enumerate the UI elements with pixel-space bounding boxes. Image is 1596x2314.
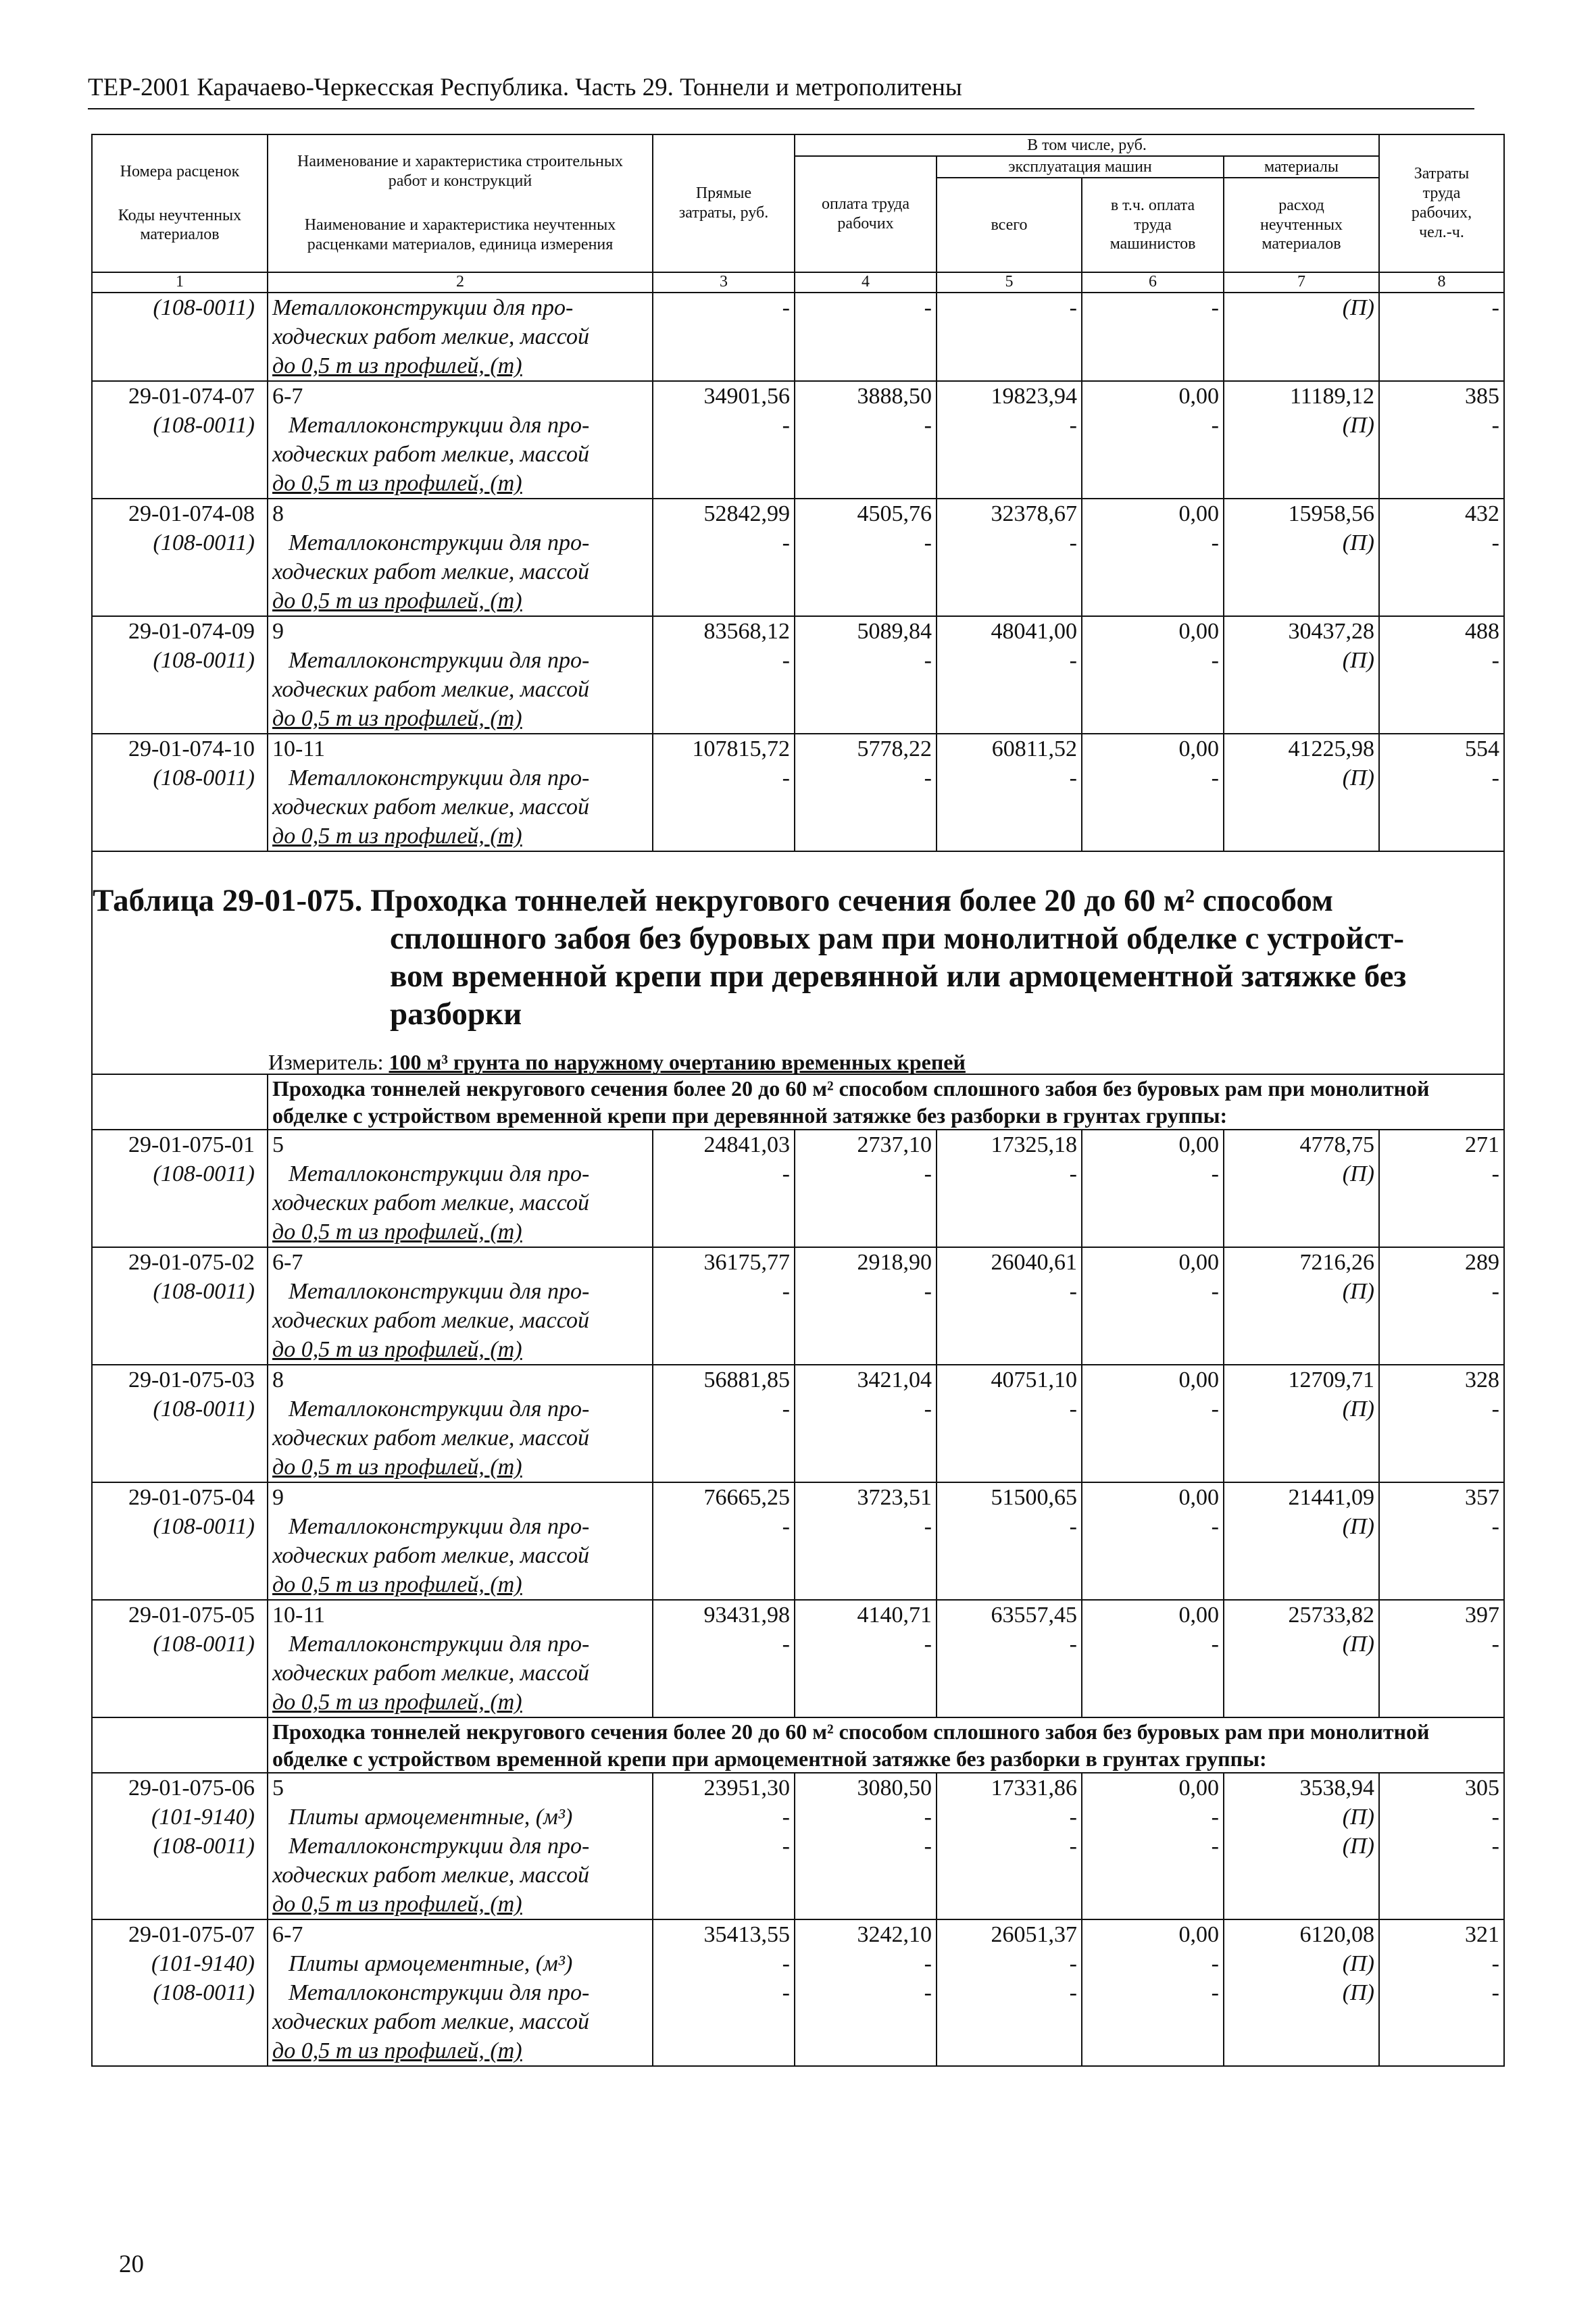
materials: 21441,09 (П) bbox=[1224, 1482, 1379, 1600]
materials: 41225,98 (П) bbox=[1224, 734, 1379, 851]
col-header-exploit: эксплуатация машин bbox=[937, 156, 1224, 178]
rate-code: 29-01-075-06 (101-9140) (108-0011) bbox=[92, 1773, 268, 1919]
materials: 7216,26 (П) bbox=[1224, 1247, 1379, 1365]
operators-wages: 0,00 - bbox=[1082, 381, 1224, 499]
section-row: Проходка тоннелей некругового сечения более 20 до 60 м² способом сплошного забоя без буровых рам при монолитной обделке с устройством временной крепи при армоцементной затяжке без разборки в грунтах группы: bbox=[92, 1717, 1504, 1773]
rate-row bbox=[92, 616, 1504, 734]
header-rule bbox=[88, 108, 1474, 109]
machines-total: 17331,86 - - bbox=[937, 1773, 1082, 1919]
rates-table bbox=[91, 134, 1505, 2067]
rate-desc: 8 Металлоконструкции для про- ходческих работ мелкие, массой до 0,5 т из профилей, (т) bbox=[268, 499, 653, 616]
page-number: 20 bbox=[119, 2250, 144, 2278]
operators-wages: 0,00 - - bbox=[1082, 1773, 1224, 1919]
col-header-materials: материалы bbox=[1224, 156, 1379, 178]
wages: 2737,10 - bbox=[795, 1130, 937, 1247]
page-header: ТЕР-2001 Карачаево-Черкесская Республика. Часть 29. Тоннели и метрополитены bbox=[88, 74, 962, 101]
machines-total: 19823,94 - bbox=[937, 381, 1082, 499]
operators-wages: 0,00 - bbox=[1082, 734, 1224, 851]
direct-cost: 24841,03 - bbox=[653, 1130, 795, 1247]
rate-row bbox=[92, 1247, 1504, 1365]
col-header-machines-total: всего bbox=[937, 178, 1082, 272]
operators-wages: 0,00 - - bbox=[1082, 1919, 1224, 2066]
rate-row bbox=[92, 734, 1504, 851]
col-header-labor: Затраты труда рабочих, чел.-ч. bbox=[1379, 134, 1504, 272]
wages: 5089,84 - bbox=[795, 616, 937, 734]
col-header-names: Наименование и характеристика строительных работ и конструкций Наименование и характеристика неучтенных расценками материалов, единица измерения bbox=[268, 134, 653, 272]
rate-desc: 9 Металлоконструкции для про- ходческих работ мелкие, массой до 0,5 т из профилей, (т) bbox=[268, 1482, 653, 1600]
operators-wages: 0,00 - bbox=[1082, 1600, 1224, 1717]
rate-code: 29-01-074-10 (108-0011) bbox=[92, 734, 268, 851]
wages: 3888,50 - bbox=[795, 381, 937, 499]
operators-wages: 0,00 - bbox=[1082, 1482, 1224, 1600]
rate-row bbox=[92, 1600, 1504, 1717]
direct-cost: 83568,12 - bbox=[653, 616, 795, 734]
materials: 4778,75 (П) bbox=[1224, 1130, 1379, 1247]
rate-row bbox=[92, 1919, 1504, 2066]
direct-cost: 93431,98 - bbox=[653, 1600, 795, 1717]
rate-row bbox=[92, 1773, 1504, 1919]
rate-desc: 9 Металлоконструкции для про- ходческих работ мелкие, массой до 0,5 т из профилей, (т) bbox=[268, 616, 653, 734]
col-header-operators: в т.ч. оплата труда машинистов bbox=[1082, 178, 1224, 272]
operators-wages: 0,00 - bbox=[1082, 1247, 1224, 1365]
rate-code: 29-01-074-08 (108-0011) bbox=[92, 499, 268, 616]
direct-cost: 34901,56 - bbox=[653, 381, 795, 499]
labor: 488 - bbox=[1379, 616, 1504, 734]
rate-code: 29-01-075-04 (108-0011) bbox=[92, 1482, 268, 1600]
labor: 328 - bbox=[1379, 1365, 1504, 1482]
operators-wages: 0,00 - bbox=[1082, 1365, 1224, 1482]
rate-desc: 6-7 Металлоконструкции для про- ходческих работ мелкие, массой до 0,5 т из профилей, (т) bbox=[268, 381, 653, 499]
materials: 6120,08 (П) (П) bbox=[1224, 1919, 1379, 2066]
col-header-mat-usage: расход неучтенных материалов bbox=[1224, 178, 1379, 272]
machines-total: 26040,61 - bbox=[937, 1247, 1082, 1365]
machines-total: 51500,65 - bbox=[937, 1482, 1082, 1600]
wages: 3242,10 - - bbox=[795, 1919, 937, 2066]
rate-code: 29-01-075-03 (108-0011) bbox=[92, 1365, 268, 1482]
operators-wages: 0,00 - bbox=[1082, 616, 1224, 734]
machines-total: 32378,67 - bbox=[937, 499, 1082, 616]
direct-cost: 107815,72 - bbox=[653, 734, 795, 851]
wages: 3421,04 - bbox=[795, 1365, 937, 1482]
table-row: (108-0011) Металлоконструкции для про- ходческих работ мелкие, массой до 0,5 т из профилей, (т) - - - - (П) - bbox=[92, 293, 1504, 381]
machines-total: 48041,00 - bbox=[937, 616, 1082, 734]
rate-code: 29-01-075-02 (108-0011) bbox=[92, 1247, 268, 1365]
operators-wages: 0,00 - bbox=[1082, 499, 1224, 616]
rate-desc: 5 Плиты армоцементные, (м³) Металлоконструкции для про- ходческих работ мелкие, массой до 0,5 т из профилей, (т) bbox=[268, 1773, 653, 1919]
direct-cost: 36175,77 - bbox=[653, 1247, 795, 1365]
rate-code: 29-01-075-01 (108-0011) bbox=[92, 1130, 268, 1247]
machines-total: 63557,45 - bbox=[937, 1600, 1082, 1717]
direct-cost: 23951,30 - - bbox=[653, 1773, 795, 1919]
section-row: Проходка тоннелей некругового сечения более 20 до 60 м² способом сплошного забоя без буровых рам при монолитной обделке с устройством временной крепи при деревянной затяжке без разборки в грунтах группы: bbox=[92, 1074, 1504, 1130]
labor: 432 - bbox=[1379, 499, 1504, 616]
machines-total: 17325,18 - bbox=[937, 1130, 1082, 1247]
rate-code: 29-01-074-07 (108-0011) bbox=[92, 381, 268, 499]
rate-desc: 8 Металлоконструкции для про- ходческих работ мелкие, массой до 0,5 т из профилей, (т) bbox=[268, 1365, 653, 1482]
rate-row bbox=[92, 381, 1504, 499]
rate-code: 29-01-075-05 (108-0011) bbox=[92, 1600, 268, 1717]
wages: 2918,90 - bbox=[795, 1247, 937, 1365]
direct-cost: 52842,99 - bbox=[653, 499, 795, 616]
materials: 25733,82 (П) bbox=[1224, 1600, 1379, 1717]
wages: 3080,50 - - bbox=[795, 1773, 937, 1919]
labor: 305 - - bbox=[1379, 1773, 1504, 1919]
col-header-wages: оплата труда рабочих bbox=[795, 156, 937, 272]
machines-total: 26051,37 - - bbox=[937, 1919, 1082, 2066]
col-header-incl: В том числе, руб. bbox=[795, 134, 1379, 156]
rate-row bbox=[92, 499, 1504, 616]
materials: 12709,71 (П) bbox=[1224, 1365, 1379, 1482]
labor: 357 - bbox=[1379, 1482, 1504, 1600]
rate-code: 29-01-074-09 (108-0011) bbox=[92, 616, 268, 734]
table-title-row bbox=[92, 851, 1504, 1074]
labor: 397 - bbox=[1379, 1600, 1504, 1717]
wages: 3723,51 - bbox=[795, 1482, 937, 1600]
wages: 5778,22 - bbox=[795, 734, 937, 851]
labor: 289 - bbox=[1379, 1247, 1504, 1365]
rate-row bbox=[92, 1482, 1504, 1600]
rate-desc: 5 Металлоконструкции для про- ходческих работ мелкие, массой до 0,5 т из профилей, (т) bbox=[268, 1130, 653, 1247]
labor: 554 - bbox=[1379, 734, 1504, 851]
direct-cost: 35413,55 - - bbox=[653, 1919, 795, 2066]
labor: 271 - bbox=[1379, 1130, 1504, 1247]
materials: 11189,12 (П) bbox=[1224, 381, 1379, 499]
col-header-codes: Номера расценок Коды неучтенных материалов bbox=[92, 134, 268, 272]
materials: 3538,94 (П) (П) bbox=[1224, 1773, 1379, 1919]
materials: 30437,28 (П) bbox=[1224, 616, 1379, 734]
direct-cost: 56881,85 - bbox=[653, 1365, 795, 1482]
machines-total: 40751,10 - bbox=[937, 1365, 1082, 1482]
rate-desc: 10-11 Металлоконструкции для про- ходческих работ мелкие, массой до 0,5 т из профилей, (т) bbox=[268, 734, 653, 851]
rate-code: 29-01-075-07 (101-9140) (108-0011) bbox=[92, 1919, 268, 2066]
wages: 4140,71 - bbox=[795, 1600, 937, 1717]
labor: 385 - bbox=[1379, 381, 1504, 499]
col-header-direct: Прямые затраты, руб. bbox=[653, 134, 795, 272]
rate-row bbox=[92, 1130, 1504, 1247]
rate-desc: 10-11 Металлоконструкции для про- ходческих работ мелкие, массой до 0,5 т из профилей, (т) bbox=[268, 1600, 653, 1717]
machines-total: 60811,52 - bbox=[937, 734, 1082, 851]
wages: 4505,76 - bbox=[795, 499, 937, 616]
rate-row bbox=[92, 1365, 1504, 1482]
header-row bbox=[92, 134, 1504, 156]
direct-cost: 76665,25 - bbox=[653, 1482, 795, 1600]
materials: 15958,56 (П) bbox=[1224, 499, 1379, 616]
operators-wages: 0,00 - bbox=[1082, 1130, 1224, 1247]
measure-unit: Измеритель: 100 м³ грунта по наружному очертанию временных крепей bbox=[268, 1050, 966, 1074]
rate-desc: 6-7 Металлоконструкции для про- ходческих работ мелкие, массой до 0,5 т из профилей, (т) bbox=[268, 1247, 653, 1365]
col-number-row: 1 2 3 4 5 6 7 8 bbox=[92, 272, 1504, 293]
table-title: Таблица 29-01-075. Проходка тоннелей некругового сечения более 20 до 60 м² способом сплошного забоя без буровых рам при монолитной обделке с устройст- вом временной крепи при деревянной или армоцементной затяжке без разборки bbox=[93, 883, 1407, 1032]
rate-desc: 6-7 Плиты армоцементные, (м³) Металлоконструкции для про- ходческих работ мелкие, массой до 0,5 т из профилей, (т) bbox=[268, 1919, 653, 2066]
labor: 321 - - bbox=[1379, 1919, 1504, 2066]
